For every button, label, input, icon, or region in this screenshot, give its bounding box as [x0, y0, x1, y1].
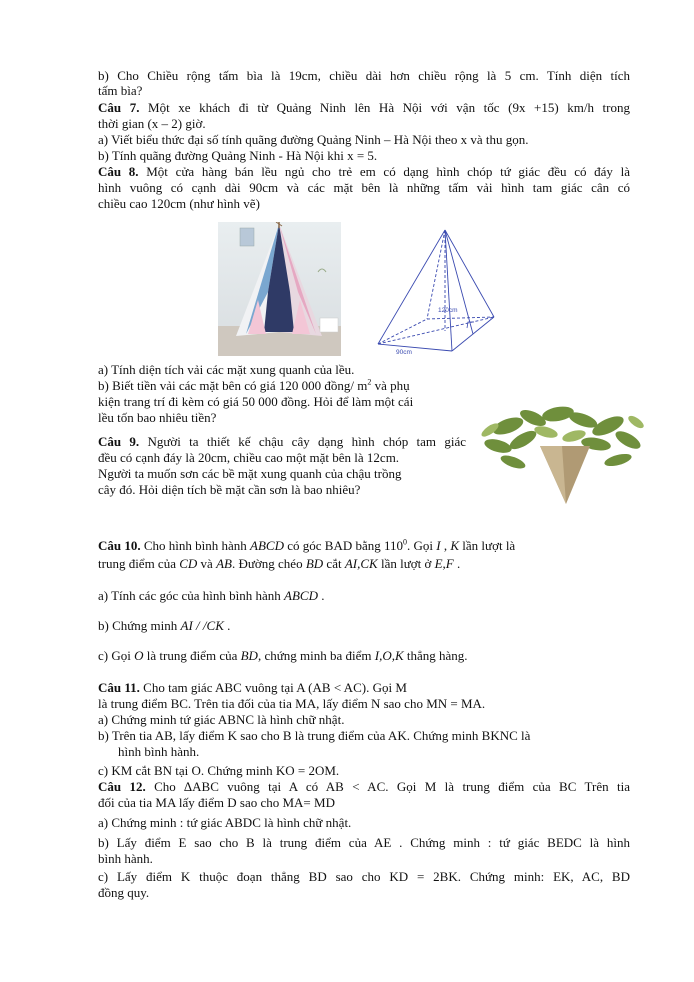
math: CD — [179, 556, 198, 571]
pyramid-diagram — [372, 226, 500, 354]
text-line: đều có cạnh đáy là 20cm, chiều cao một mặt bên là 12cm. — [98, 450, 400, 465]
text-line: c) Lấy điểm K thuộc đoạn thẳng BD sao cho KD = 2BK. Chứng minh: EK, AC, BD — [98, 869, 630, 884]
text-line: hình vuông có cạnh dài 90cm và các mặt bên là những tấm vải hình tam giác cân có — [98, 180, 630, 195]
text-line: đồng quy. — [98, 885, 150, 900]
text-line: b) Trên tia AB, lấy điểm K sao cho B là trung điểm của AK. Chứng minh BKNC là — [98, 728, 531, 743]
text-line: là trung điểm BC. Trên tia đối của tia MA, lấy điểm N sao cho MN = MA. — [98, 696, 486, 711]
text-line — [98, 378, 410, 393]
text-line: a) Chứng minh : tứ giác ABDC là hình chữ nhật. — [98, 815, 352, 830]
text-line — [98, 556, 460, 571]
math: AB — [216, 556, 232, 571]
text-line: a) Chứng minh tứ giác ABNC là hình chữ nhật. — [98, 712, 345, 727]
question-label: Câu 10. — [98, 538, 141, 553]
text-line — [98, 648, 468, 663]
text: và — [197, 556, 217, 571]
text: , chứng minh ba điểm — [257, 648, 375, 663]
side-label: 90cm — [396, 349, 412, 354]
math: ABCD — [250, 538, 284, 553]
math: E,F — [434, 556, 454, 571]
text: . — [223, 618, 231, 633]
text: Một cửa hàng bán lều ngủ cho trẻ em có dạng hình chóp tứ giác đều có đáy là — [138, 164, 631, 179]
text-line: đối của tia MA lấy điểm D sao cho MA= MD — [98, 795, 335, 810]
text-line: bình hành. — [98, 851, 153, 866]
text: có góc BAD bằng 110 — [284, 538, 404, 553]
text: lần lượt ở — [377, 556, 435, 571]
question-10 — [98, 538, 515, 553]
question-11 — [98, 680, 407, 695]
question-label: Câu 8. — [98, 164, 139, 179]
text: cắt — [323, 556, 345, 571]
text: a) Tính các góc của hình bình hành — [98, 588, 285, 603]
math: I,O,K — [374, 648, 404, 663]
text-line: a) Viết biểu thức đại số tính quãng đường Quảng Ninh – Hà Nội theo x và thu gọn. — [98, 132, 529, 147]
text-line: a) Tính diện tích vải các mặt xung quanh của lều. — [98, 362, 355, 377]
question-8 — [98, 164, 630, 179]
question-12 — [98, 779, 630, 794]
math: AI,CK — [344, 556, 378, 571]
text: thẳng hàng. — [403, 648, 468, 663]
text-line — [98, 618, 230, 633]
question-9 — [98, 434, 466, 449]
text-line: tấm bìa? — [98, 83, 143, 98]
text-line: Người ta muốn sơn các bề mặt xung quanh của chậu trồng — [98, 466, 402, 481]
height-label: 120cm — [438, 307, 458, 314]
text-line: c) KM cắt BN tại O. Chứng minh KO = 2OM. — [98, 763, 340, 778]
question-label: Câu 11. — [98, 680, 140, 695]
text: lần lượt là — [459, 538, 516, 553]
text-line — [98, 588, 324, 603]
text: . Đường chéo — [231, 556, 306, 571]
math: K — [450, 538, 460, 553]
text: và phụ — [371, 378, 410, 393]
plant-pot-photo — [478, 396, 646, 506]
text: Cho tam giác ABC vuông tại A (AB < AC). Gọi M — [139, 680, 407, 695]
text: , — [440, 538, 451, 553]
text-line: b) Cho Chiều rộng tấm bìa là 19cm, chiều dài hơn chiều rộng là 5 cm. Tính diện tích — [98, 68, 630, 83]
math: I — [436, 538, 441, 553]
text-line: cây đó. Hỏi diện tích bề mặt cần sơn là bao nhiêu? — [98, 482, 361, 497]
math: AI / /CK — [180, 618, 224, 633]
math: BD — [240, 648, 258, 663]
text-line: b) Tính quãng đường Quảng Ninh - Hà Nội khi x = 5. — [98, 148, 378, 163]
superscript: 0 — [403, 537, 408, 547]
math: ABCD — [284, 588, 318, 603]
text: . — [453, 556, 461, 571]
text: Cho ∆ABC vuông tại A có AB < AC. Gọi M là trung điểm của BC Trên tia — [145, 779, 630, 794]
question-7 — [98, 100, 630, 115]
text-line: lều tốn bao nhiêu tiền? — [98, 410, 217, 425]
text-line: chiều cao 120cm (như hình vẽ) — [98, 196, 260, 211]
text: trung điểm của — [98, 556, 180, 571]
text: . — [317, 588, 325, 603]
text: là trung điểm của — [143, 648, 241, 663]
text-line: b) Lấy điểm E sao cho B là trung điểm của AE . Chứng minh : tứ giác BEDC là hình — [98, 835, 630, 850]
text-line: kiện trang trí đi kèm có giá 50 000 đồng. Hỏi để làm một cái — [98, 394, 414, 409]
math: O — [134, 648, 144, 663]
text: b) Chứng minh — [98, 618, 181, 633]
text: b) Biết tiền vải các mặt bên có giá 120 000 đồng/ m — [98, 378, 368, 393]
question-label: Câu 9. — [98, 434, 140, 449]
text: Người ta thiết kế chậu cây dạng hình chóp tam giác — [139, 434, 466, 449]
question-label: Câu 7. — [98, 100, 140, 115]
superscript: 2 — [367, 377, 372, 387]
text-line: thời gian (x – 2) giờ. — [98, 116, 206, 131]
text: . Gọi — [407, 538, 437, 553]
text: c) Gọi — [98, 648, 135, 663]
text: Cho hình bình hành — [140, 538, 251, 553]
text-line: hình bình hành. — [118, 744, 200, 759]
text: Một xe khách đi từ Quảng Ninh lên Hà Nội với vận tốc (9x +15) km/h trong — [139, 100, 630, 115]
math: BD — [305, 556, 324, 571]
question-label: Câu 12. — [98, 779, 146, 794]
tent-photo — [218, 222, 341, 356]
